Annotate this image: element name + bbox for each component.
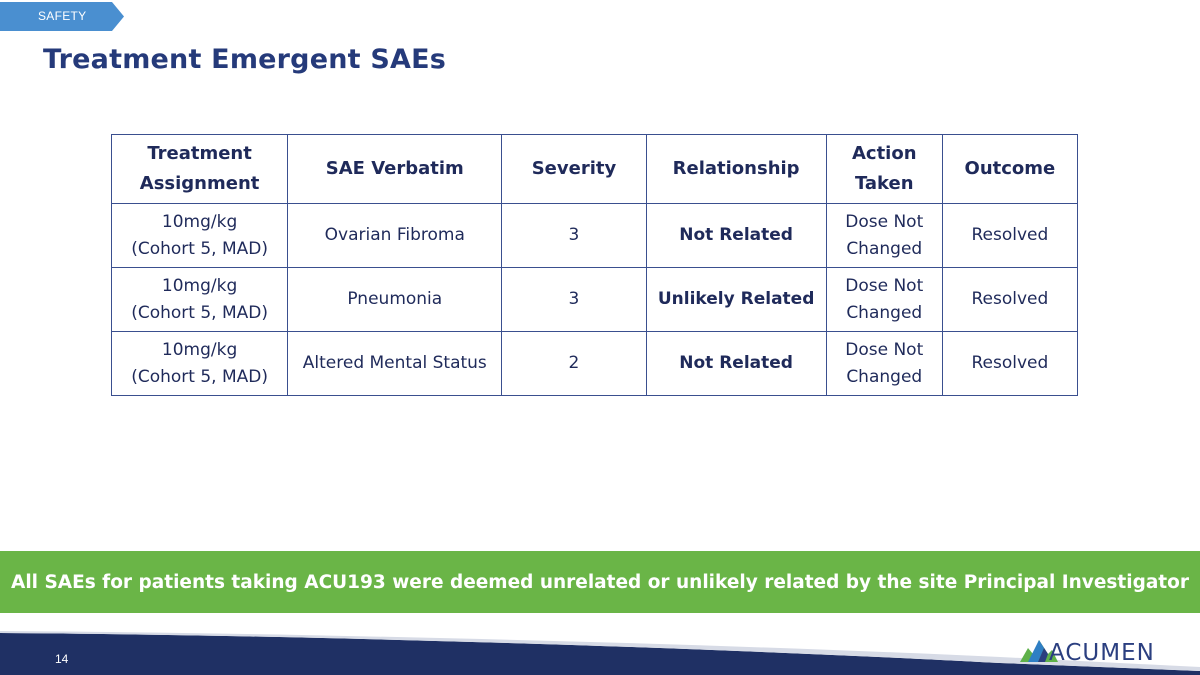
cell-outcome: Resolved <box>942 268 1077 332</box>
page-title: Treatment Emergent SAEs <box>43 44 447 75</box>
table-header-row <box>112 135 1078 204</box>
header-relationship: Relationship <box>646 135 826 204</box>
cell-sae-verbatim: Ovarian Fibroma <box>288 204 502 268</box>
treatment-dose: 10mg/kg <box>161 211 238 232</box>
header-severity: Severity <box>502 135 646 204</box>
table-row <box>112 268 1078 332</box>
cell-severity: 2 <box>502 332 646 396</box>
header-treatment-assignment: Treatment Assignment <box>112 135 288 204</box>
cell-treatment <box>112 332 288 396</box>
conclusion-banner <box>0 551 1200 613</box>
treatment-cohort: (Cohort 5, MAD) <box>131 366 268 387</box>
treatment-dose: 10mg/kg <box>161 275 238 296</box>
logo-wordmark: ACUMEN <box>1049 640 1155 666</box>
cell-sae-verbatim: Pneumonia <box>288 268 502 332</box>
cell-severity: 3 <box>502 268 646 332</box>
treatment-dose: 10mg/kg <box>161 339 238 360</box>
table-row <box>112 332 1078 396</box>
header-action-taken: Action Taken <box>826 135 942 204</box>
cell-sae-verbatim: Altered Mental Status <box>288 332 502 396</box>
cell-action-taken <box>826 204 942 268</box>
header-sae-verbatim: SAE Verbatim <box>288 135 502 204</box>
cell-outcome: Resolved <box>942 204 1077 268</box>
cell-treatment <box>112 204 288 268</box>
conclusion-text: All SAEs for patients taking ACU193 were deemed unrelated or unlikely related by the site Principal Investigator <box>11 571 1189 593</box>
cell-treatment <box>112 268 288 332</box>
action-line-1: Dose Not <box>845 211 924 232</box>
table-row <box>112 204 1078 268</box>
cell-relationship: Not Related <box>646 332 826 396</box>
cell-relationship: Unlikely Related <box>646 268 826 332</box>
action-line-1: Dose Not <box>845 339 924 360</box>
cell-outcome: Resolved <box>942 332 1077 396</box>
cell-action-taken <box>826 268 942 332</box>
sae-table <box>111 134 1078 396</box>
treatment-cohort: (Cohort 5, MAD) <box>131 302 268 323</box>
action-line-2: Changed <box>846 302 923 323</box>
acumen-logo <box>1018 630 1183 670</box>
section-tag <box>0 2 124 31</box>
cell-relationship: Not Related <box>646 204 826 268</box>
action-line-2: Changed <box>846 238 923 259</box>
cell-severity: 3 <box>502 204 646 268</box>
cell-action-taken <box>826 332 942 396</box>
action-line-1: Dose Not <box>845 275 924 296</box>
page-number: 14 <box>55 652 69 666</box>
action-line-2: Changed <box>846 366 923 387</box>
header-outcome: Outcome <box>942 135 1077 204</box>
treatment-cohort: (Cohort 5, MAD) <box>131 238 268 259</box>
section-tag-label: SAFETY <box>38 9 87 23</box>
